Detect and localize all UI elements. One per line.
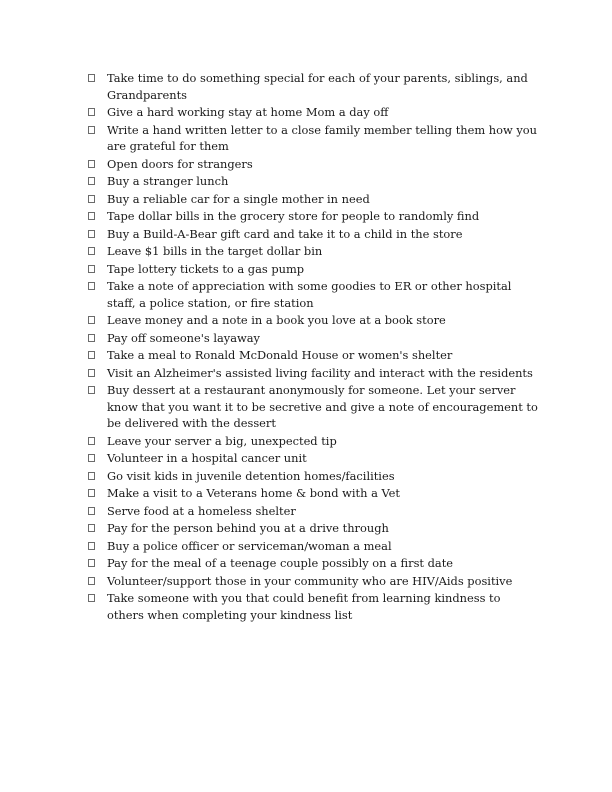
list-item — [88, 173, 538, 190]
list-item-text: Pay off someone's layaway — [107, 330, 260, 345]
list-item — [88, 243, 538, 260]
list-item — [88, 347, 538, 364]
checkbox-icon — [88, 594, 95, 602]
checkbox-icon — [88, 230, 95, 238]
list-item-text: Buy a stranger lunch — [107, 174, 229, 188]
list-item — [88, 208, 538, 225]
checkbox-icon — [88, 177, 95, 185]
list-item — [88, 226, 538, 243]
checkbox-icon — [88, 369, 95, 377]
list-item — [88, 433, 538, 450]
list-item — [88, 278, 538, 311]
list-item — [88, 468, 538, 485]
list-item-text: Buy dessert at a restaurant anonymously for someone. Let your server know that you want it to be secretive and give a note of encouragement to be delivered with the dessert — [107, 383, 538, 430]
list-item-text: Serve food at a homeless shelter — [107, 503, 296, 518]
list-item-text: Take someone with you that could benefit from learning kindness to others when completing your kindness list — [107, 591, 501, 622]
list-item — [88, 555, 538, 572]
checkbox-icon — [88, 126, 95, 134]
checkbox-icon — [88, 507, 95, 515]
list-item — [88, 538, 538, 555]
list-item — [88, 191, 538, 208]
list-item-text: Make a visit to a Veterans home & bond with a Vet — [107, 486, 400, 500]
list-item — [88, 104, 538, 121]
checkbox-icon — [88, 265, 95, 273]
list-item-text: Leave money and a note in a book you love at a book store — [107, 313, 446, 327]
checkbox-icon — [88, 212, 95, 220]
list-item-text: Leave $1 bills in the target dollar bin — [107, 244, 323, 258]
checkbox-icon — [88, 559, 95, 567]
list-item-text: Go visit kids in juvenile detention homes/facilities — [107, 468, 395, 483]
list-item-text: Give a hard working stay at home Mom a day off — [107, 105, 389, 119]
checkbox-icon — [88, 282, 95, 290]
checkbox-icon — [88, 472, 95, 480]
list-item-text: Tape lottery tickets to a gas pump — [107, 261, 305, 276]
list-item — [88, 365, 538, 382]
checkbox-icon — [88, 386, 95, 394]
checkbox-icon — [88, 577, 95, 585]
checkbox-icon — [88, 195, 95, 203]
list-item — [88, 485, 538, 502]
checkbox-icon — [88, 524, 95, 532]
list-item — [88, 382, 538, 432]
list-item — [88, 156, 538, 173]
list-item-text: Buy a reliable car for a single mother in need — [107, 191, 370, 206]
list-item-text: Take a meal to Ronald McDonald House or women's shelter — [107, 348, 453, 362]
list-item-text: Visit an Alzheimer's assisted living facility and interact with the residents — [107, 365, 533, 380]
kindness-checklist — [88, 70, 538, 624]
list-item-text: Write a hand written letter to a close family member telling them how you are grateful for them — [107, 122, 537, 153]
list-item — [88, 330, 538, 347]
list-item — [88, 503, 538, 520]
checkbox-icon — [88, 334, 95, 342]
list-item — [88, 70, 538, 103]
checkbox-icon — [88, 489, 95, 497]
checkbox-icon — [88, 247, 95, 255]
list-item-text: Pay for the meal of a teenage couple possibly on a first date — [107, 556, 454, 570]
list-item-text: Volunteer in a hospital cancer unit — [107, 451, 307, 465]
checkbox-icon — [88, 437, 95, 445]
list-item — [88, 450, 538, 467]
list-item-text: Pay for the person behind you at a drive through — [107, 521, 389, 535]
list-item-text: Tape dollar bills in the grocery store for people to randomly find — [107, 209, 480, 223]
checkbox-icon — [88, 160, 95, 168]
checkbox-icon — [88, 351, 95, 359]
list-item — [88, 122, 538, 155]
list-item-text: Buy a police officer or serviceman/woman a meal — [107, 538, 392, 553]
checkbox-icon — [88, 454, 95, 462]
list-item-text: Leave your server a big, unexpected tip — [107, 433, 337, 448]
list-item-text: Open doors for strangers — [107, 156, 253, 171]
list-item — [88, 573, 538, 590]
checkbox-icon — [88, 542, 95, 550]
checkbox-icon — [88, 74, 95, 82]
list-item — [88, 590, 538, 623]
list-item — [88, 312, 538, 329]
list-item-text: Take a note of appreciation with some goodies to ER or other hospital staff, a police station, or fire station — [107, 279, 512, 310]
checkbox-icon — [88, 108, 95, 116]
list-item-text: Buy a Build-A-Bear gift card and take it to a child in the store — [107, 226, 463, 241]
list-item — [88, 261, 538, 278]
list-item — [88, 520, 538, 537]
list-item-text: Volunteer/support those in your community who are HIV/Aids positive — [107, 573, 513, 588]
list-item-text: Take time to do something special for each of your parents, siblings, and Grandparents — [107, 71, 528, 102]
checkbox-icon — [88, 316, 95, 324]
